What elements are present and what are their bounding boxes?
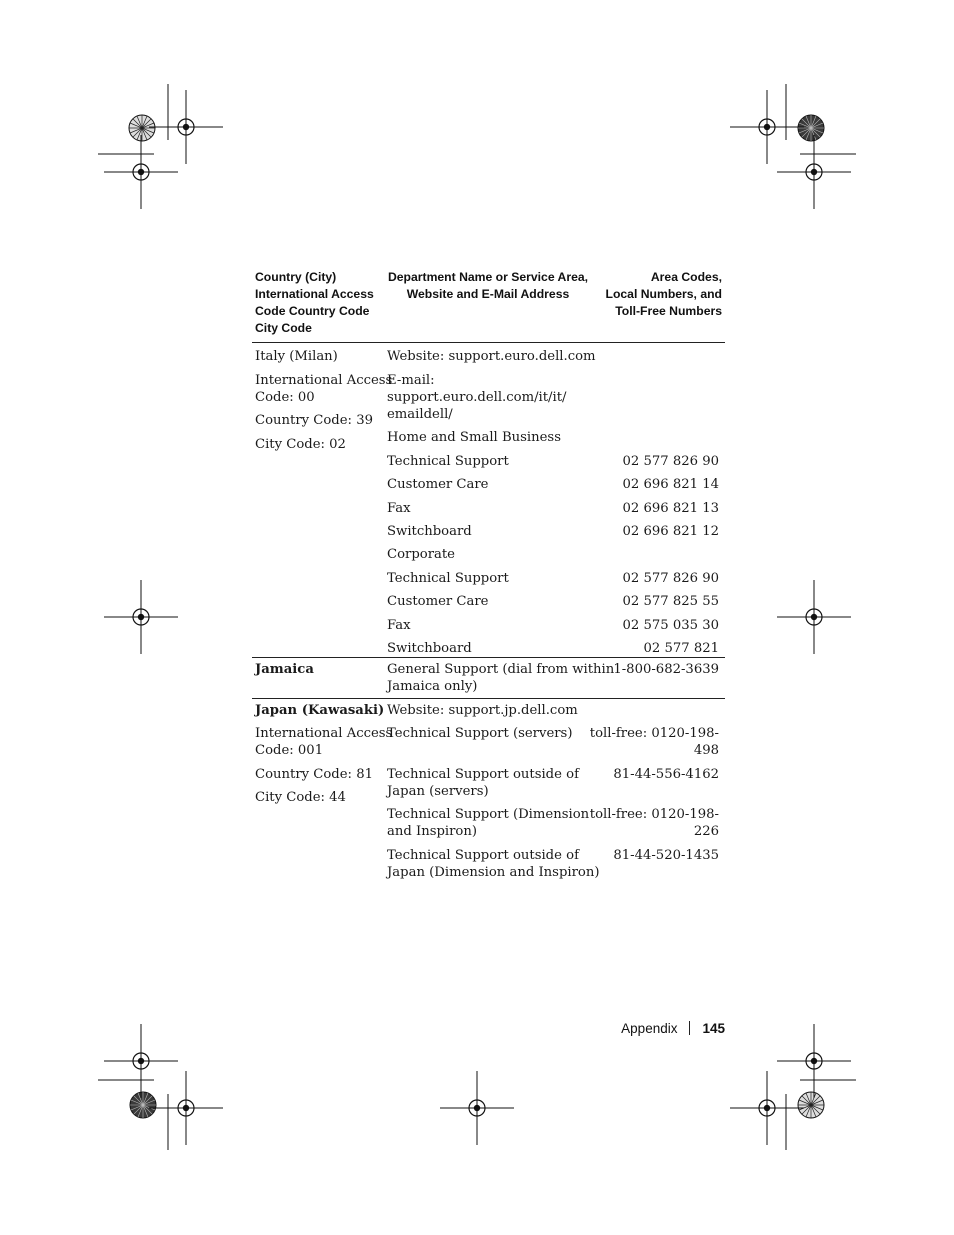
section-japan xyxy=(252,699,725,889)
phone-number: 02 577 826 90 xyxy=(622,454,719,469)
phone-number: 226 xyxy=(693,824,719,839)
phone-number: 02 577 826 90 xyxy=(622,571,719,586)
page-number: 145 xyxy=(702,1021,725,1036)
country-name: Japan (Kawasaki) xyxy=(255,703,385,718)
header-department: Department Name or Service Area, Website and E-Mail Address xyxy=(387,270,589,301)
footer-divider xyxy=(689,1021,690,1035)
group-heading: Home and Small Business xyxy=(387,430,561,445)
service-label: Technical Support xyxy=(387,454,509,469)
service-label: Japan (servers) xyxy=(387,784,489,799)
country-code: Country Code: 39 xyxy=(255,413,373,428)
website-link[interactable]: support.euro.dell.com xyxy=(448,349,596,364)
phone-number: 02 696 821 12 xyxy=(622,524,719,539)
country-name: Jamaica xyxy=(255,662,314,677)
email-link-2[interactable]: emaildell/ xyxy=(387,407,453,422)
phone-number: toll-free: 0120-198- xyxy=(589,726,719,741)
phone-number: 02 575 035 30 xyxy=(622,618,719,633)
service-label: Switchboard xyxy=(387,524,472,539)
country-name: Italy (Milan) xyxy=(255,349,338,364)
phone-number: 02 696 821 13 xyxy=(622,501,719,516)
service-label: Customer Care xyxy=(387,594,489,609)
service-label: Jamaica only) xyxy=(387,679,478,694)
email-label: E-mail: xyxy=(387,373,435,388)
phone-number: 02 577 825 55 xyxy=(622,594,719,609)
iac-code: Code: 00 xyxy=(255,390,315,405)
service-label: Switchboard xyxy=(387,641,472,656)
country-code: Country Code: 81 xyxy=(255,767,373,782)
group-heading: Corporate xyxy=(387,547,455,562)
service-label: Technical Support outside of xyxy=(387,848,579,863)
phone-number: 02 696 821 14 xyxy=(622,477,719,492)
website-link[interactable]: support.jp.dell.com xyxy=(448,703,578,718)
header-country: Country (City) International Access Code Country Code City Code xyxy=(255,270,374,335)
iac-label: International Access xyxy=(255,373,393,388)
section-jamaica xyxy=(252,658,725,699)
service-label: Fax xyxy=(387,618,411,633)
email-link-1[interactable]: support.euro.dell.com/it/it/ xyxy=(387,390,567,405)
contact-table xyxy=(252,268,725,889)
service-label: Customer Care xyxy=(387,477,489,492)
iac-code: Code: 001 xyxy=(255,743,324,758)
service-label: Technical Support (servers) xyxy=(387,726,573,741)
iac-label: International Access xyxy=(255,726,393,741)
website: Website: support.euro.dell.com xyxy=(387,349,596,364)
page-footer xyxy=(621,1020,725,1038)
table-header xyxy=(252,268,725,343)
phone-number: toll-free: 0120-198- xyxy=(589,807,719,822)
service-label: Fax xyxy=(387,501,411,516)
website: Website: support.jp.dell.com xyxy=(387,703,578,718)
service-label: General Support (dial from within xyxy=(387,662,615,677)
city-code: City Code: 02 xyxy=(255,437,346,452)
footer-section: Appendix xyxy=(621,1021,678,1036)
city-code: City Code: 44 xyxy=(255,790,346,805)
service-label: Japan (Dimension and Inspiron) xyxy=(387,865,600,880)
phone-number: 498 xyxy=(693,743,719,758)
phone-number: 81-44-520-1435 xyxy=(613,848,719,863)
section-italy xyxy=(252,343,725,658)
phone-number: 81-44-556-4162 xyxy=(613,767,719,782)
service-label: Technical Support xyxy=(387,571,509,586)
service-label: and Inspiron) xyxy=(387,824,478,839)
service-label: Technical Support outside of xyxy=(387,767,579,782)
header-numbers: Area Codes, Local Numbers, and Toll-Free Numbers xyxy=(605,270,722,318)
phone-number: 02 577 821 xyxy=(643,641,719,656)
phone-number: 1-800-682-3639 xyxy=(613,662,719,677)
service-label: Technical Support (Dimension xyxy=(387,807,590,822)
